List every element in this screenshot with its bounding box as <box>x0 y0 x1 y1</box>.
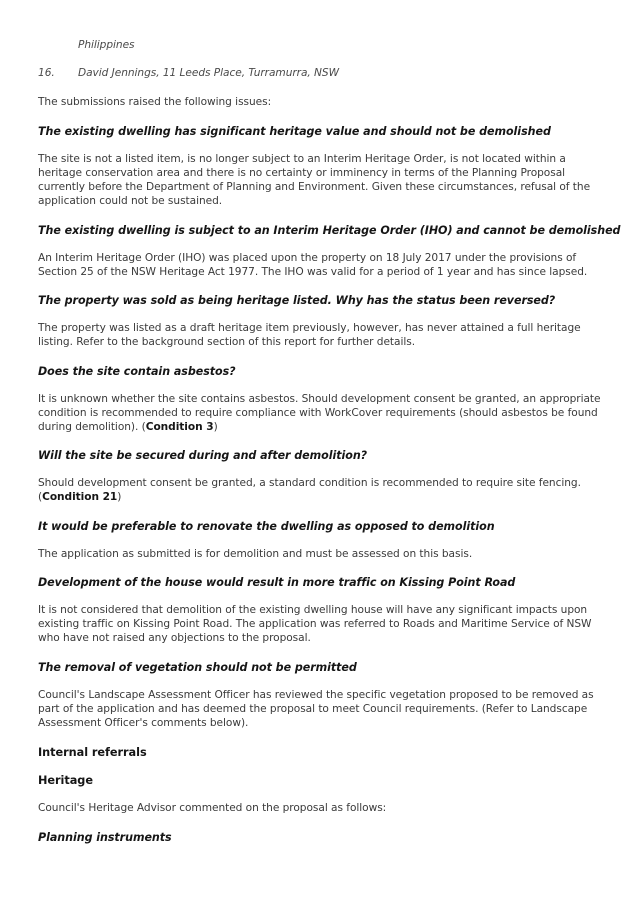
issue-heading: The removal of vegetation should not be permitted <box>38 661 357 674</box>
issue-heading: The property was sold as being heritage listed. Why has the status been reversed? <box>38 294 556 307</box>
paragraph-line <box>38 490 121 505</box>
paragraph-line: The application as submitted is for demolition and must be assessed on this basis. <box>38 548 473 560</box>
issue-heading: The existing dwelling is subject to an Interim Heritage Order (IHO) and cannot be demolished <box>38 224 621 237</box>
issue-heading: Development of the house would result in more traffic on Kissing Point Road <box>38 576 516 589</box>
issue-heading: It would be preferable to renovate the dwelling as opposed to demolition <box>38 520 495 533</box>
paragraph-line: The property was listed as a draft heritage item previously, however, has never attained a full heritage <box>38 322 581 334</box>
section-heading-internal-referrals: Internal referrals <box>38 746 147 759</box>
list-item-number: 16. <box>38 67 55 79</box>
paragraph-line: condition is recommended to require compliance with WorkCover requirements (should asbestos be found <box>38 407 598 419</box>
paragraph-text: ) <box>213 421 218 433</box>
paragraph-text: ) <box>117 491 122 503</box>
paragraph-line: An Interim Heritage Order (IHO) was placed upon the property on 18 July 2017 under the provisions of <box>38 252 577 264</box>
list-item-15-tail: Philippines <box>78 39 135 51</box>
paragraph-line: Section 25 of the NSW Heritage Act 1977. The IHO was valid for a period of 1 year and has since lapsed. <box>38 266 588 278</box>
paragraph-line: part of the application and has deemed the proposal to meet Council requirements. (Refer to Landscape <box>38 703 588 715</box>
paragraph-line: Council's Landscape Assessment Officer has reviewed the specific vegetation proposed to be removed as <box>38 689 594 701</box>
condition-reference: Condition 21 <box>42 491 118 503</box>
paragraph-line: It is not considered that demolition of the existing dwelling house will have any significant impacts upon <box>38 604 588 616</box>
issue-heading: The existing dwelling has significant heritage value and should not be demolished <box>38 125 551 138</box>
condition-reference: Condition 3 <box>145 421 214 433</box>
issue-heading: Does the site contain asbestos? <box>38 365 236 378</box>
section-heading-planning-instruments: Planning instruments <box>38 831 172 844</box>
paragraph-line: currently before the Department of Planning and Environment. Given these circumstances, refusal of the <box>38 181 591 193</box>
section-heading-heritage: Heritage <box>38 774 93 787</box>
paragraph-line: who have not raised any objections to the proposal. <box>38 632 311 644</box>
paragraph-line: The site is not a listed item, is no longer subject to an Interim Heritage Order, is not located within a <box>38 153 566 165</box>
paragraph-line: Should development consent be granted, a standard condition is recommended to require site fencing. <box>38 477 581 489</box>
paragraph-line: It is unknown whether the site contains asbestos. Should development consent be granted, an appropriate <box>38 393 601 405</box>
paragraph-line: Assessment Officer's comments below). <box>38 717 249 729</box>
paragraph-line <box>38 420 218 435</box>
issue-heading: Will the site be secured during and after demolition? <box>38 449 368 462</box>
paragraph-text: during demolition). ( <box>38 421 146 433</box>
heritage-advisor-text: Council's Heritage Advisor commented on the proposal as follows: <box>38 802 387 814</box>
list-item-text: David Jennings, 11 Leeds Place, Turramurra, NSW <box>78 67 340 79</box>
paragraph-line: heritage conservation area and there is no certainty or imminency in terms of the Planning Proposal <box>38 167 566 179</box>
list-item-16 <box>38 66 339 81</box>
paragraph-line: listing. Refer to the background section of this report for further details. <box>38 336 416 348</box>
paragraph-line: existing traffic on Kissing Point Road. The application was referred to Roads and Maritime Service of NSW <box>38 618 592 630</box>
issues-intro: The submissions raised the following issues: <box>38 96 272 108</box>
paragraph-line: application could not be sustained. <box>38 195 223 207</box>
paragraph-text: ( <box>38 491 43 503</box>
